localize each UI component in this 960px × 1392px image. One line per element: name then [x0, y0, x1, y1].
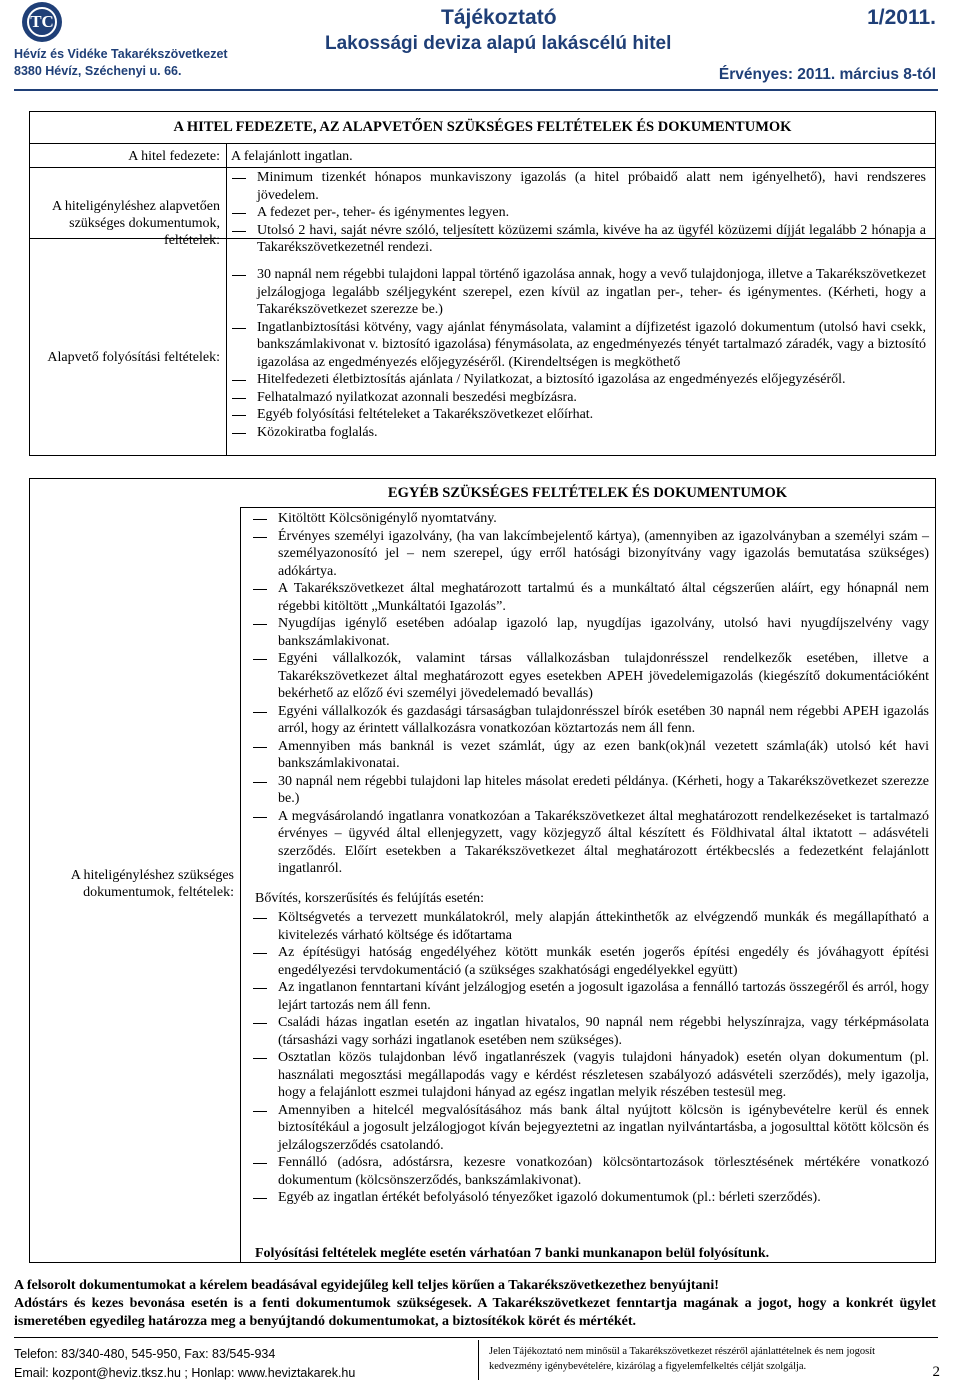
- list-item: Hitelfedezeti életbiztosítás ajánlata / Nyilatkozat, a biztosító igazolása az engedményezés előjegyzéséről.: [232, 371, 926, 389]
- list-item: Ingatlanbiztosítási kötvény, vagy ajánlat fénymásolata, valamint a díjfizetést igazoló dokumentum (utolsó havi csekk, bankszámlakivonat v. biztosító igazolása) fénymásolata, az engedményezés tényét tartalmazó záradék, vagy a biztosító igazolása az engedményezés előjegyzéséről. (Kirendeltségen is megköthető: [232, 319, 926, 372]
- validity-date: Érvényes: 2011. március 8-tól: [718, 66, 936, 83]
- column-divider: [226, 143, 227, 455]
- list-item: Az ingatlanon fenntartani kívánt jelzálogjog esetén a jogosult igazolása a fennálló tartozás összegéről és arról, hogy lejárt tartozás nem áll fenn.: [253, 979, 929, 1014]
- column-divider: [240, 507, 241, 1262]
- list-item: Az építésügyi hatóság engedélyéhez kötött munkák esetén jogerős építési engedély és jóváhagyott építési engedélyezési tervdokumentáció (a szükséges szakhatósági engedélyekkel együtt): [253, 944, 929, 979]
- collateral-conditions-table: [29, 111, 936, 456]
- contact-phone: Telefon: 83/340-480, 545-950, Fax: 83/545-934: [14, 1347, 276, 1361]
- list-item: Kitöltött Kölcsönigénylő nyomtatvány.: [253, 510, 929, 528]
- basic-conditions-label: A hiteligényléshez alapvetően szükséges dokumentumok, feltételek:: [52, 199, 220, 248]
- basic-conditions-list: [232, 169, 926, 257]
- list-item: Családi házas ingatlan esetén az ingatlan hivatalos, 90 napnál nem régebbi helyszínrajza, vagy térképmásolata (társasházi vagy sorházi ingatlanok esetében nem szükséges).: [253, 1014, 929, 1049]
- list-item: Egyéni vállalkozók, valamint társas vállalkozásban tulajdonrésszel rendelkezők esetében, illetve a Takarékszövetkezet által meghatározott egyes esetekben APEH jövedelemigazolás (kiegészítő dokumentációként bekérhető az előző évi személyi jövedelemadó bevallás): [253, 650, 929, 703]
- renovation-subheading: Bővítés, korszerűsítés és felújítás esetén:: [255, 891, 484, 906]
- list-item: A megvásárolandó ingatlanra vonatkozóan a Takarékszövetkezet által meghatározott rendelkezéseket is tartalmazó érvényes – ügyvéd által ellenjegyzett, vagy közjegyző által készített és Földhivatal által iktatott – adásvételi szerződés. Előírt esetekben a Takarékszövetkezet által meghatározott értékbecslés a fedezetként felajánlott ingatlanról.: [253, 808, 929, 878]
- bank-name: Hévíz és Vidéke Takarékszövetkezet: [14, 47, 228, 61]
- collateral-value: A felajánlott ingatlan.: [231, 149, 353, 164]
- list-item: Egyéb az ingatlan értékét befolyásoló tényezőket igazoló dokumentumok (pl.: bérleti szerződés).: [253, 1189, 929, 1207]
- disbursement-timing-note: Folyósítási feltételek megléte esetén várhatóan 7 banki munkanapon belül folyósítunk.: [255, 1246, 770, 1261]
- document-subtitle: Lakossági deviza alapú lakáscélú hitel: [325, 33, 672, 54]
- list-item: Érvényes személyi igazolvány, (ha van lakcímbejelentő kártya), (amennyiben az igazolványban a személyi szám – személyazonosító jel – nem szerepel, úgy erről hatósági bizonyítvány vagy igazolás bemutatása szükséges) adókártya.: [253, 528, 929, 581]
- required-documents-label: A hiteligényléshez szükséges dokumentumok, feltételek:: [70, 868, 234, 900]
- footer-divider: [14, 1337, 938, 1338]
- list-item: 30 napnál nem régebbi tulajdoni lap hiteles másolat eredeti példánya. (Kérheti, hogy a Takarékszövetkezet szerezze be.): [253, 773, 929, 808]
- header-divider: [14, 89, 938, 91]
- list-item: Osztatlan közös tulajdonban lévő ingatlanrészek (vagyis tulajdoni hányadok) esetén olyan dokumentum (pl. használati megosztási megállapodás vagy e kérdést részletesen szabályozó adásvételi szerződés), mely igazolja, hogy a felajánlott eszmei tulajdoni hányad az egész ingatlan melyik részében testesül meg.: [253, 1049, 929, 1102]
- list-item: Fennálló (adósra, adóstársra, kezesre vonatkozóan) kölcsöntartozások törlesztésének mértékére vonatkozó dokumentum (kölcsönszerződés, bankszámlakivonat).: [253, 1154, 929, 1189]
- bank-address: 8380 Hévíz, Széchenyi u. 66.: [14, 64, 182, 78]
- row-divider: [240, 507, 935, 508]
- contact-email: Email: kozpont@heviz.tksz.hu ; Honlap: www.heviztakarek.hu: [14, 1366, 356, 1380]
- renovation-documents-list: [253, 909, 929, 1207]
- list-item: Költségvetés a tervezett munkálatokról, mely alapján áttekinthetők az elvégzendő munkák és megállapítható a kivitelezés várható költsége és időtartama: [253, 909, 929, 944]
- section2-heading: EGYÉB SZÜKSÉGES FELTÉTELEK ÉS DOKUMENTUMOK: [387, 485, 788, 501]
- co-debtor-notice: Adóstárs és kezes bevonása esetén is a fenti dokumentumok szükségesek. A Takarékszövetkezet fenntartja magának a jogot, hogy a konkrét ügylet ismeretében egyedileg határozza meg a benyújtandó dokumentumokat, a biztosítékok körét és mértékét.: [14, 1296, 936, 1329]
- required-documents-list: [253, 510, 929, 878]
- list-item: Egyéni vállalkozók és gazdasági társaságban tulajdonrésszel bírók esetében 30 napnál nem régebbi APEH igazolás arról, hogy az érintett vállalkozásra vonatkozóan köztartozás nem áll fenn.: [253, 703, 929, 738]
- submission-notice: A felsorolt dokumentumokat a kérelem beadásával egyidejűleg kell teljes körűen a Takarékszövetkezethez benyújtani!: [14, 1278, 719, 1293]
- section1-heading: A HITEL FEDEZETE, AZ ALAPVETŐEN SZÜKSÉGES FELTÉTELEK ÉS DOKUMENTUMOK: [30, 112, 935, 144]
- row-divider: [30, 167, 935, 168]
- list-item: Egyéb folyósítási feltételeket a Takarékszövetkezet előírhat.: [232, 406, 926, 424]
- list-item: A fedezet per-, teher- és igénymentes legyen.: [232, 204, 926, 222]
- page-number: 2: [932, 1364, 940, 1380]
- disclaimer: Jelen Tájékoztató nem minősül a Takarékszövetkezet részéről ajánlattételnek és nem jogosít kedvezmény igénybevételére, kizárólag a figyelemfelkeltés célját szolgálja.: [478, 1340, 924, 1380]
- list-item: Minimum tizenkét hónapos munkaviszony igazolás (a hitel próbaidő alatt nem igényelhető), havi rendszeres jövedelem.: [232, 169, 926, 204]
- list-item: Nyugdíjas igénylő esetében adóalap igazoló lap, nyugdíjas igazolvány, utolsó havi nyugdíjszelvény vagy bankszámlakivonat.: [253, 615, 929, 650]
- document-number: 1/2011.: [867, 6, 936, 29]
- other-requirements-table: [29, 478, 936, 1263]
- collateral-label: A hitel fedezete:: [128, 149, 220, 164]
- list-item: Amennyiben a hitelcél megvalósításához más bank által nyújtott kölcsön is igénybevételre kerül és ennek biztosítékául a jogosult jelzálogjogot kíván bejegyeztetni az ingatlan nyilvántartásba, a jogosulttal kötött kölcsön és jelzálogszerződés csatolandó.: [253, 1102, 929, 1155]
- list-item: Utolsó 2 havi, saját névre szóló, teljesített közüzemi számla, kivéve ha az ügyfél közüzemi díjját legalább 2 hónapja a Takarékszövetkezetnél rendezi.: [232, 222, 926, 257]
- disbursement-list: [232, 266, 926, 441]
- list-item: 30 napnál nem régebbi tulajdoni lappal történő igazolása annak, hogy a vevő tulajdonjoga, illetve a Takarékszövetkezet jelzálogjoga legalább széljegyként szerepel, ezen kívül az ingatlan per-, teher- és igénymentes. (Kérheti, hogy a Takarékszövetkezet szerezze be.): [232, 266, 926, 319]
- list-item: A Takarékszövetkezet által meghatározott tartalmú és a munkáltató által cégszerűen aláírt, egy hónapnál nem régebbi kitöltött „Munkáltatói Igazolás”.: [253, 580, 929, 615]
- list-item: Felhatalmazó nyilatkozat azonnali beszedési megbízásra.: [232, 389, 926, 407]
- document-title: Tájékoztató: [441, 6, 557, 29]
- disbursement-label: Alapvető folyósítási feltételek:: [47, 350, 220, 365]
- logo-mark: TC: [27, 7, 57, 37]
- list-item: Amennyiben más banknál is vezet számlát, úgy az ezen bank(ok)nál vezetett számla(ák) utolsó két havi bankszámlakivonatai.: [253, 738, 929, 773]
- list-item: Közokiratba foglalás.: [232, 424, 926, 442]
- bank-logo: [22, 2, 62, 42]
